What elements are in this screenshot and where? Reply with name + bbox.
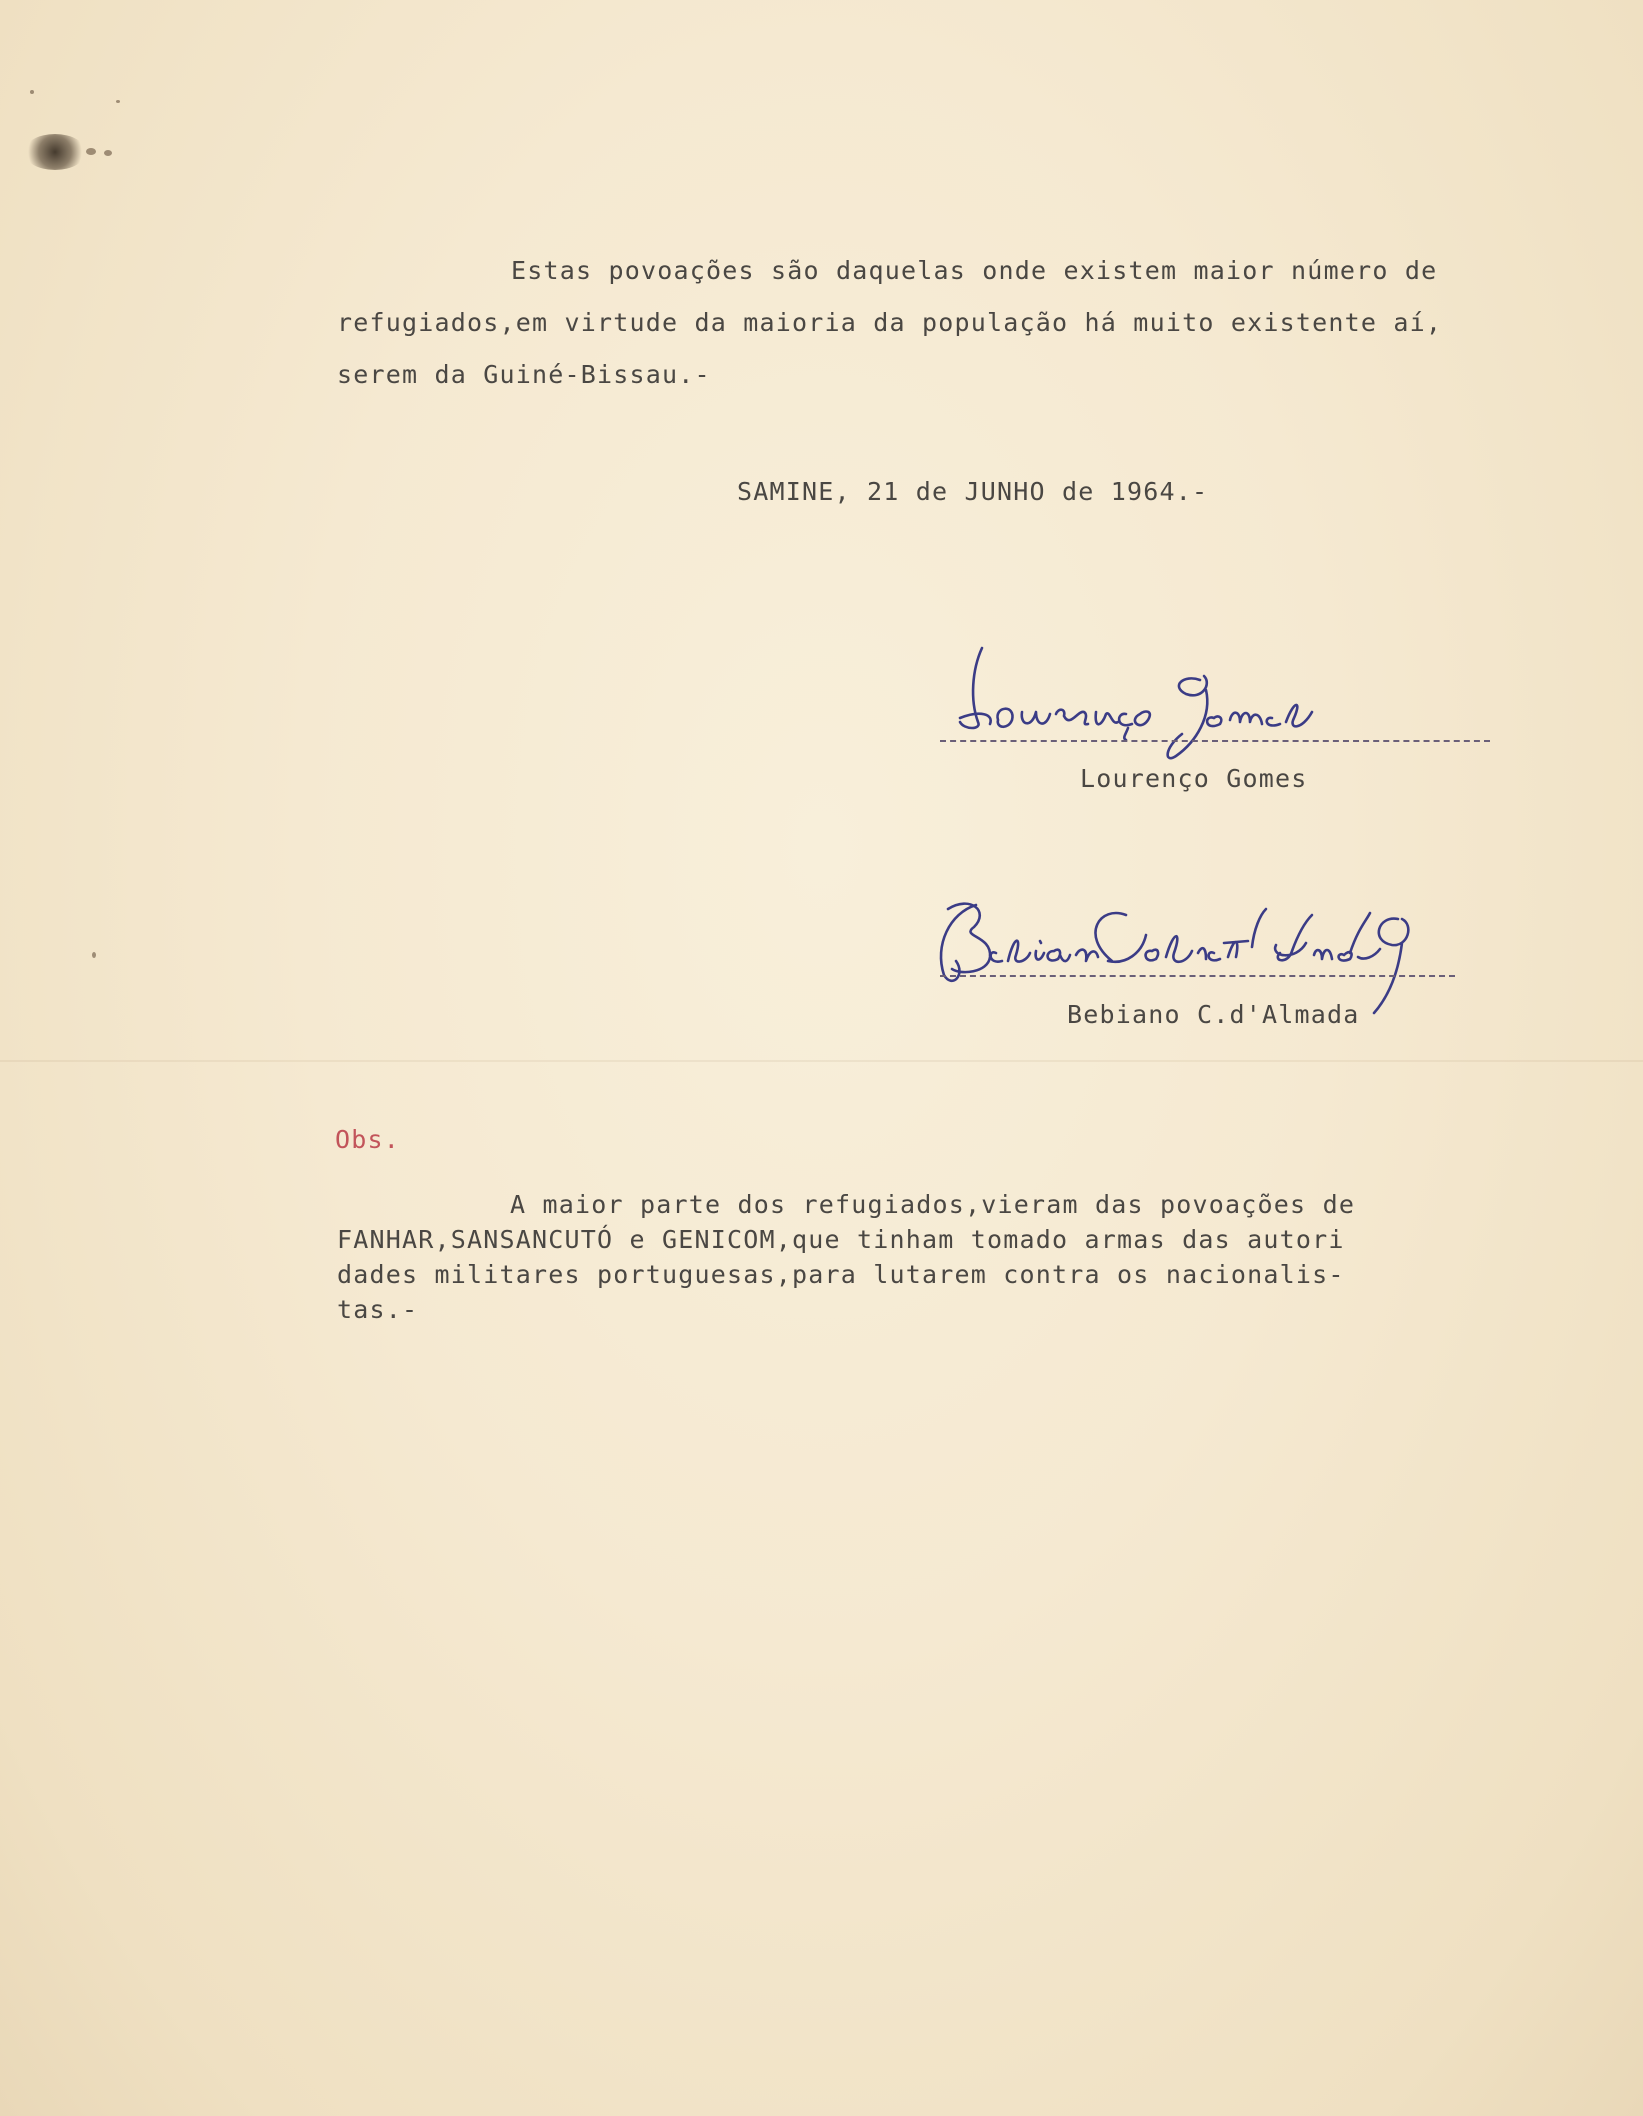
signatory-1-name: Lourenço Gomes [1080,764,1308,793]
obs-line-1: A maior parte dos refugiados,vieram das povoações de [510,1190,1356,1219]
place-date: SAMINE, 21 de JUNHO de 1964.- [737,477,1209,506]
paper-fold [0,1060,1643,1062]
signatory-2-name: Bebiano C.d'Almada [1067,1000,1360,1029]
signature-line-1 [940,740,1490,742]
paragraph-line-2: refugiados,em virtude da maioria da população há muito existente aí, [337,308,1443,337]
obs-line-2: FANHAR,SANSANCUTÓ e GENICOM,que tinham tomado armas das autori [337,1225,1345,1254]
paragraph-line-1: Estas povoações são daquelas onde existem maior número de [511,256,1438,285]
obs-line-4: tas.- [337,1295,419,1324]
obs-line-3: dades militares portuguesas,para lutarem contra os nacionalis- [337,1260,1345,1289]
paper-speck [104,150,112,156]
paragraph-line-3: serem da Guiné-Bissau.- [337,360,711,389]
obs-label: Obs. [335,1125,401,1154]
paper-speck [86,148,96,155]
ink-stain [24,134,86,170]
signature-line-2 [940,975,1455,977]
paper-speck [92,952,96,958]
paper-speck [116,100,120,103]
paper-speck [30,90,34,94]
signature-lourenco-gomes [950,630,1370,780]
